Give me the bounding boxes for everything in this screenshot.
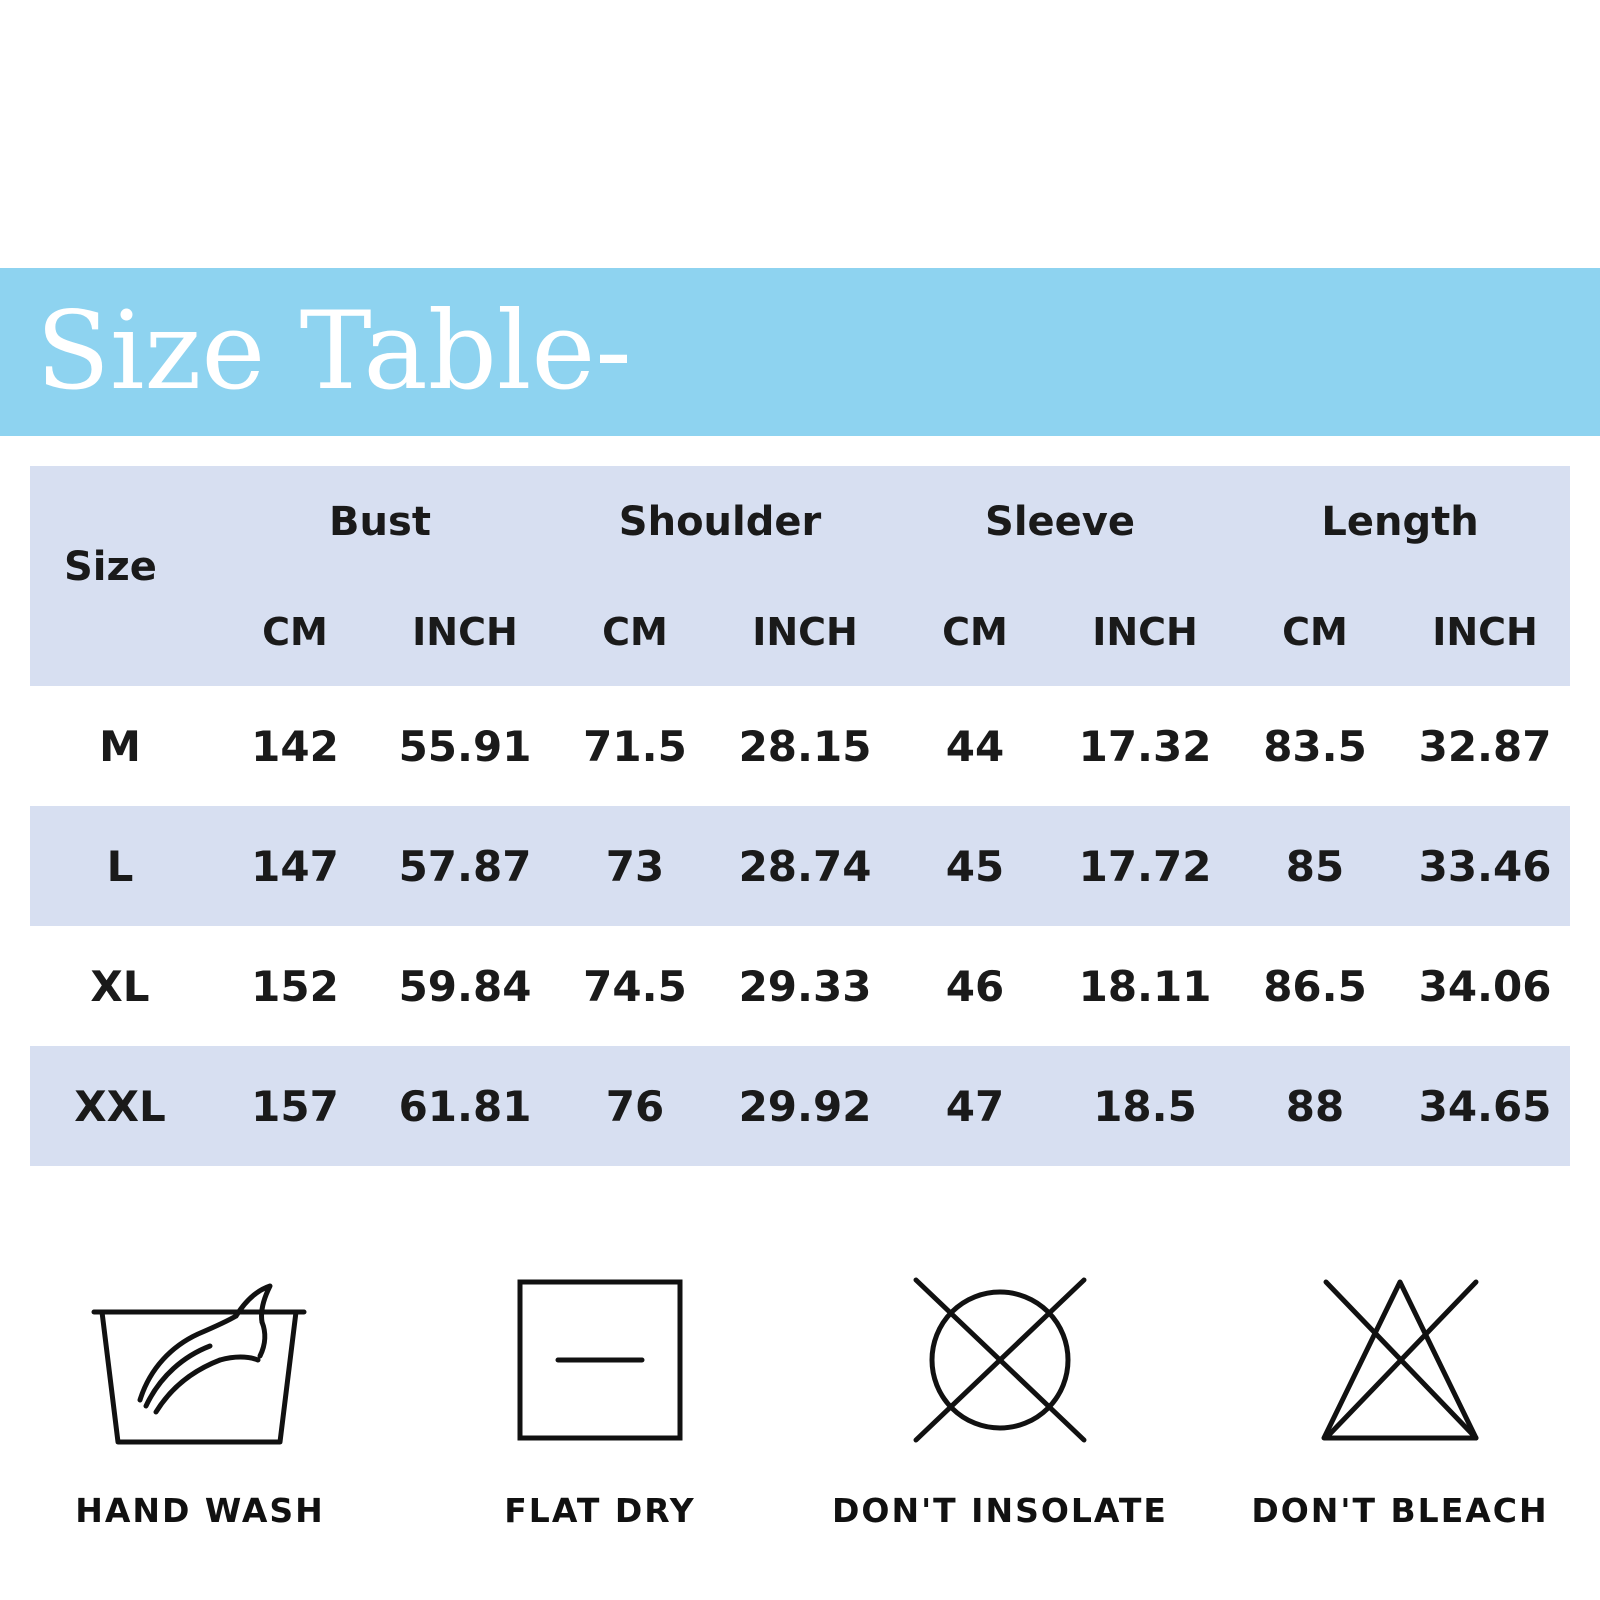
cell-sleeve-cm: 45: [890, 806, 1060, 926]
row-size: M: [30, 686, 210, 806]
header-bust: Bust: [210, 466, 550, 578]
cell-sleeve-inch: 18.11: [1060, 926, 1230, 1046]
cell-sleeve-cm: 46: [890, 926, 1060, 1046]
cell-shoulder-cm: 73: [550, 806, 720, 926]
cell-bust-cm: 147: [210, 806, 380, 926]
table-header-measures: [30, 466, 1570, 578]
header-unit-shoulder-inch: INCH: [720, 578, 890, 686]
table-row: [30, 806, 1570, 926]
cell-length-inch: 34.65: [1400, 1046, 1570, 1166]
row-size: XL: [30, 926, 210, 1046]
size-table: [30, 466, 1570, 1166]
table-row: [30, 926, 1570, 1046]
care-label: HAND WASH: [75, 1491, 325, 1530]
cell-shoulder-inch: 28.74: [720, 806, 890, 926]
table-header-units: [30, 578, 1570, 686]
cell-bust-cm: 142: [210, 686, 380, 806]
header-unit-length-cm: CM: [1230, 578, 1400, 686]
cell-length-cm: 86.5: [1230, 926, 1400, 1046]
cell-shoulder-cm: 76: [550, 1046, 720, 1166]
care-item: [830, 1255, 1170, 1530]
cell-sleeve-cm: 47: [890, 1046, 1060, 1166]
cell-sleeve-inch: 17.32: [1060, 686, 1230, 806]
care-instructions: [0, 1255, 1600, 1530]
header-unit-length-inch: INCH: [1400, 578, 1570, 686]
table-row: [30, 686, 1570, 806]
header-sleeve: Sleeve: [890, 466, 1230, 578]
row-size: L: [30, 806, 210, 926]
cell-shoulder-inch: 29.33: [720, 926, 890, 1046]
cell-sleeve-cm: 44: [890, 686, 1060, 806]
header-unit-bust-cm: CM: [210, 578, 380, 686]
row-size: XXL: [30, 1046, 210, 1166]
header-unit-shoulder-cm: CM: [550, 578, 720, 686]
title-banner: [0, 268, 1600, 436]
page-title: Size Table-: [36, 289, 632, 414]
header-unit-sleeve-inch: INCH: [1060, 578, 1230, 686]
care-item: [30, 1255, 370, 1530]
cell-bust-cm: 157: [210, 1046, 380, 1166]
cell-bust-inch: 59.84: [380, 926, 550, 1046]
cell-shoulder-cm: 74.5: [550, 926, 720, 1046]
cell-sleeve-inch: 17.72: [1060, 806, 1230, 926]
header-size: Size: [30, 466, 210, 686]
cell-length-inch: 32.87: [1400, 686, 1570, 806]
cell-sleeve-inch: 18.5: [1060, 1046, 1230, 1166]
table-row: [30, 1046, 1570, 1166]
cell-bust-inch: 61.81: [380, 1046, 550, 1166]
care-label: FLAT DRY: [504, 1491, 696, 1530]
cell-bust-inch: 57.87: [380, 806, 550, 926]
cell-shoulder-cm: 71.5: [550, 686, 720, 806]
hand-wash-icon: [80, 1255, 320, 1465]
cell-length-cm: 88: [1230, 1046, 1400, 1166]
dont-bleach-icon: [1290, 1255, 1510, 1465]
header-unit-bust-inch: INCH: [380, 578, 550, 686]
header-shoulder: Shoulder: [550, 466, 890, 578]
care-label: DON'T INSOLATE: [832, 1491, 1168, 1530]
header-length: Length: [1230, 466, 1570, 578]
cell-length-inch: 34.06: [1400, 926, 1570, 1046]
header-unit-sleeve-cm: CM: [890, 578, 1060, 686]
cell-shoulder-inch: 28.15: [720, 686, 890, 806]
flat-dry-icon: [500, 1255, 700, 1465]
cell-bust-cm: 152: [210, 926, 380, 1046]
cell-shoulder-inch: 29.92: [720, 1046, 890, 1166]
care-label: DON'T BLEACH: [1251, 1491, 1549, 1530]
cell-length-cm: 83.5: [1230, 686, 1400, 806]
cell-length-inch: 33.46: [1400, 806, 1570, 926]
care-item: [430, 1255, 770, 1530]
cell-bust-inch: 55.91: [380, 686, 550, 806]
care-item: [1230, 1255, 1570, 1530]
dont-insolate-icon: [890, 1255, 1110, 1465]
cell-length-cm: 85: [1230, 806, 1400, 926]
